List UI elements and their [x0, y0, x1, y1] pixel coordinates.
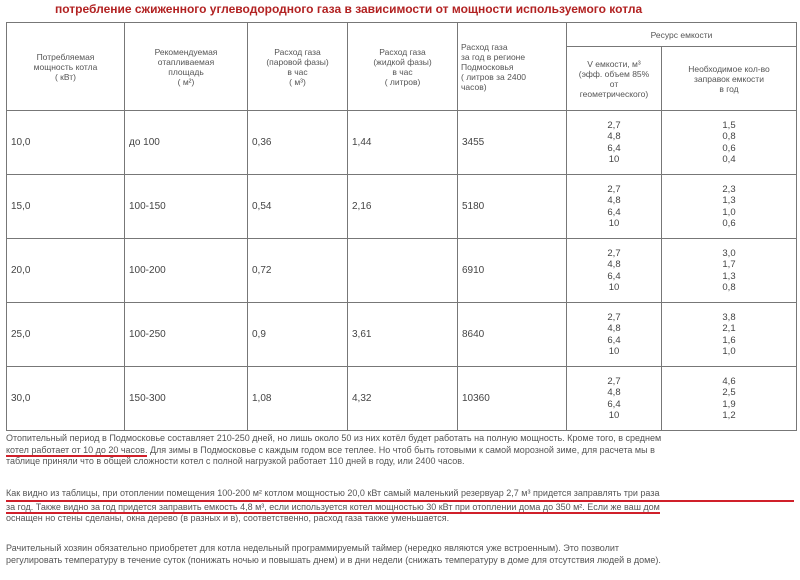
header-flow-year: Расход газа за год в регионе Подмосковья ( литров за 2400 часов): [458, 23, 567, 111]
cell-flow-hour: 0,54: [248, 175, 348, 239]
cell-refills: 3,8 2,1 1,6 1,0: [662, 303, 797, 367]
cell-volumes: 2,7 4,8 6,4 10: [567, 367, 662, 431]
cell-volumes: 2,7 4,8 6,4 10: [567, 175, 662, 239]
cell-power: 10,0: [7, 111, 125, 175]
table-row: [7, 175, 797, 239]
cell-refills: 4,6 2,5 1,9 1,2: [662, 367, 797, 431]
cell-area: 100-250: [125, 303, 248, 367]
cell-refills: 3,0 1,7 1,3 0,8: [662, 239, 797, 303]
cell-flow-hour: 0,36: [248, 111, 348, 175]
cell-flow-year: 10360: [458, 367, 567, 431]
cell-area: 150-300: [125, 367, 248, 431]
cell-area: 100-200: [125, 239, 248, 303]
header-flow-hour: Расход газа (паровой фазы) в час ( м³): [248, 23, 348, 111]
cell-power: 20,0: [7, 239, 125, 303]
highlighted-text: котел работает от 10 до 20 часов.: [6, 444, 148, 455]
gas-consumption-table: [6, 22, 797, 431]
header-area: Рекомендуемая отапливаемая площадь ( м²): [125, 23, 248, 111]
cell-flow-year: 6910: [458, 239, 567, 303]
table-row: [7, 239, 797, 303]
header-resource: Ресурс емкости: [567, 23, 797, 47]
cell-volumes: 2,7 4,8 6,4 10: [567, 303, 662, 367]
note-paragraph-1: Отопительный период в Подмосковье составляет 210-250 дней, но лишь около 50 из них котёл будет работать на полную мощность. Кроме того, в среднем котел работает от 10 до 20 часов. Для зимы в Подмосковье с каждым годом все теплее. Но чтоб быть готовыми к самой морозной зиме, для расчета мы в таблице приняли что в общей сложности котел с полной нагрузкой работает 110 дней в году, или 2400 часов.: [6, 433, 662, 466]
cell-power: 30,0: [7, 367, 125, 431]
cell-flow-liquid: 4,32: [348, 367, 458, 431]
header-refills: Необходимое кол-во заправок емкости в год: [662, 47, 797, 111]
cell-flow-hour: 0,72: [248, 239, 348, 303]
cell-flow-hour: 0,9: [248, 303, 348, 367]
cell-volumes: 2,7 4,8 6,4 10: [567, 111, 662, 175]
cell-flow-liquid: 3,61: [348, 303, 458, 367]
cell-power: 25,0: [7, 303, 125, 367]
table-row: [7, 367, 797, 431]
cell-power: 15,0: [7, 175, 125, 239]
header-volume: V емкости, м³ (эфф. объем 85% от геометрического): [567, 47, 662, 111]
page-title: потребление сжиженного углеводородного газа в зависимости от мощности используемого котла: [55, 2, 643, 16]
cell-flow-liquid: 2,16: [348, 175, 458, 239]
cell-volumes: 2,7 4,8 6,4 10: [567, 239, 662, 303]
header-power: Потребляемая мощность котла ( кВт): [7, 23, 125, 111]
cell-area: 100-150: [125, 175, 248, 239]
cell-flow-liquid: 1,44: [348, 111, 458, 175]
cell-flow-year: 8640: [458, 303, 567, 367]
note-paragraph-2: Как видно из таблицы, при отоплении помещения 100-200 м² котлом мощностью 20,0 кВт самый маленький резервуар 2,7 м³ придется заправлять три раза за год. Также видно за год придется заправить емкость 4,8 м³, если используется котел мощностью 30 кВт при отоплении дома до 350 м². Если же ваш дом оснащен но стены сделаны, окна дерево (в разных и в), соответственно, расход газа также уменьшается.: [6, 488, 794, 525]
cell-flow-liquid: [348, 239, 458, 303]
cell-refills: 2,3 1,3 1,0 0,6: [662, 175, 797, 239]
cell-area: до 100: [125, 111, 248, 175]
cell-refills: 1,5 0,8 0,6 0,4: [662, 111, 797, 175]
table-row: [7, 111, 797, 175]
cell-flow-year: 3455: [458, 111, 567, 175]
header-flow-liquid: Расход газа (жидкой фазы) в час ( литров): [348, 23, 458, 111]
note-paragraph-3: Рачительный хозяин обязательно приобретет для котла недельный программируемый таймер (нередко являются уже встроенным). Это позволит регулировать температуру в течение суток (понижать ночью и повышать днем) и в дни недели (снижать температуру в доме для отсутствия людей в доме).: [6, 543, 661, 565]
cell-flow-hour: 1,08: [248, 367, 348, 431]
table-row: [7, 303, 797, 367]
cell-flow-year: 5180: [458, 175, 567, 239]
